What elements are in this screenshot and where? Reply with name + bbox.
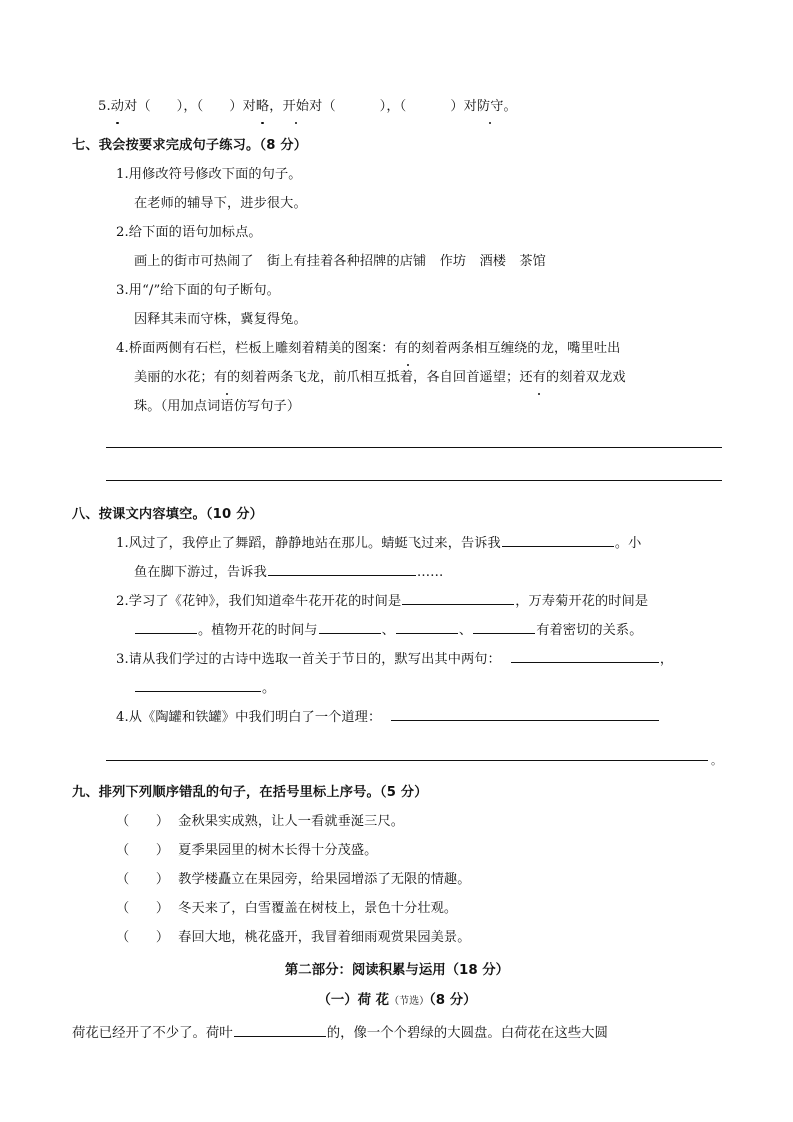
- passage-title: [72, 986, 722, 1017]
- item-number: 3.: [116, 283, 129, 298]
- fill-blank[interactable]: [402, 589, 514, 605]
- section8-item3-line1: [72, 645, 722, 674]
- section7-item4-answer-line-2[interactable]: [72, 455, 722, 488]
- fill-blank[interactable]: [473, 618, 535, 634]
- emphasis-char: 防守: [477, 92, 504, 121]
- section9-list-item: [72, 894, 722, 923]
- section7-item4-line1: [72, 334, 722, 363]
- prompt-text: 用修改符号修改下面的句子。: [128, 167, 302, 182]
- fill-blank[interactable]: [319, 618, 381, 634]
- text-seg: 刻着两条飞龙，前爪相互抵着，各自回首遥望；: [240, 370, 520, 385]
- text-seg: ……: [416, 565, 444, 580]
- sentence-text: 教学楼矗立在果园旁，给果园增添了无限的情趣。: [178, 872, 471, 887]
- item-number: 5.: [98, 99, 111, 114]
- item-number: 1.: [116, 167, 129, 182]
- order-number-parenthesis[interactable]: （ ）: [116, 814, 170, 829]
- prompt-text: 给下面的语句加标点。: [128, 225, 262, 240]
- text-seg: ），（: [176, 99, 204, 114]
- order-number-parenthesis[interactable]: （ ）: [116, 872, 170, 887]
- fill-blank[interactable]: [391, 705, 659, 721]
- item-number: 2.: [116, 225, 129, 240]
- section8-item4-line1: [72, 703, 722, 732]
- page-content: [72, 92, 722, 1049]
- section7-item2-prompt: [72, 218, 722, 247]
- emphasis-char: 开始: [283, 92, 310, 121]
- order-number-parenthesis[interactable]: （ ）: [116, 901, 170, 916]
- text-seg: 的，像一个个碧绿的大圆盘。白荷花在这些大圆: [326, 1026, 608, 1041]
- order-number-parenthesis[interactable]: （ ）: [116, 930, 170, 945]
- text-seg: ，: [659, 652, 674, 667]
- fill-blank[interactable]: [135, 676, 261, 692]
- passage-title-score: （8 分）: [429, 993, 477, 1008]
- passage-title-main: （一）荷 花: [317, 993, 390, 1008]
- text-seg: ，万寿菊开花的时间是: [515, 594, 649, 609]
- text-seg: ）对: [229, 99, 256, 114]
- passage-title-note: （节选）: [389, 996, 430, 1007]
- item-number: 4.: [116, 341, 129, 356]
- section7-item1-prompt: [72, 160, 722, 189]
- emphasis-phrase: 有的: [395, 334, 422, 363]
- emphasis-char: 略: [256, 92, 269, 121]
- text-seg: 、: [458, 623, 473, 638]
- answer-rule[interactable]: [106, 760, 708, 761]
- text-seg: 、: [381, 623, 395, 638]
- section7-item3-prompt: [72, 276, 722, 305]
- text-seg: 风过了，我停止了舞蹈，静静地站在那儿。蜻蜓飞过来，告诉我: [128, 536, 501, 551]
- section9-list-item: [72, 865, 722, 894]
- answer-rule[interactable]: [106, 447, 722, 448]
- section9-list-item: [72, 923, 722, 952]
- text-seg: ，: [269, 99, 283, 114]
- section8-item3-line2: [72, 674, 722, 703]
- section-heading-8: 八、按课文内容填空。（10 分）: [72, 507, 263, 522]
- item-number: 1.: [116, 536, 129, 551]
- emphasis-phrase: 有的: [214, 363, 241, 392]
- text-seg: 刻着双龙戏: [559, 370, 626, 385]
- sentence-text: 冬天来了，白雪覆盖在树枝上，景色十分壮观。: [178, 901, 458, 916]
- section8-item2-line1: [72, 587, 722, 616]
- text-seg: 。: [262, 681, 276, 696]
- emphasis-char: 动: [111, 92, 124, 121]
- text-seg: 对（: [124, 99, 151, 114]
- section7-item4-line3: 珠。（用加点词语仿写句子）: [134, 399, 301, 414]
- section8-item2-line2: [72, 616, 722, 645]
- fill-blank[interactable]: [511, 647, 659, 663]
- fill-blank[interactable]: [502, 531, 614, 547]
- item-number: 2.: [116, 594, 129, 609]
- section7-item4-line2: [72, 363, 722, 392]
- text-seg: 有着密切的关系。: [536, 623, 643, 638]
- part2-heading: 第二部分：阅读积累与运用（18 分）: [284, 963, 510, 978]
- text-seg: ）对: [450, 99, 477, 114]
- sentence-text: 春回大地，桃花盛开，我冒着细雨观赏果园美景。: [178, 930, 471, 945]
- section8-item1-line2: [72, 558, 722, 587]
- fill-blank[interactable]: [135, 618, 197, 634]
- text-seg: ），（: [379, 99, 407, 114]
- prompt-text: 用“/”给下面的句子断句。: [128, 283, 280, 298]
- section7-item2-sentence: 画上的街市可热闹了 街上有挂着各种招牌的店铺 作坊 酒楼 茶馆: [134, 254, 546, 269]
- section7-item4-answer-line-1[interactable]: [72, 421, 722, 455]
- answer-rule[interactable]: [106, 480, 722, 481]
- section-heading-7: 七、我会按要求完成句子练习。（8 分）: [72, 138, 308, 153]
- text-seg: 美丽的水花；: [134, 370, 214, 385]
- item-number: 4.: [116, 710, 129, 725]
- sentence-text: 夏季果园里的树木长得十分茂盛。: [178, 843, 378, 858]
- text-seg: 。小: [614, 536, 642, 551]
- item-number: 3.: [116, 652, 129, 667]
- text-seg: 。植物开花的时间与: [198, 623, 318, 638]
- fill-blank[interactable]: [268, 560, 416, 576]
- previous-section-item-5: [72, 92, 722, 121]
- section9-list-item: [72, 836, 722, 865]
- text-seg: 鱼在脚下游过，告诉我: [134, 565, 267, 580]
- section7-item3-sentence: 因释其耒而守株，冀复得兔。: [134, 312, 307, 327]
- section8-item4-answer-line[interactable]: [72, 732, 722, 768]
- text-seg: 请从我们学过的古诗中选取一首关于节日的，默写出其中两句：: [128, 652, 501, 667]
- text-seg: 从《陶罐和铁罐》中我们明白了一个道理：: [128, 710, 382, 725]
- section-heading-9: 九、排列下列顺序错乱的句子，在括号里标上序号。（5 分）: [72, 785, 428, 800]
- text-seg: 学习了《花钟》，我们知道牵牛花开花的时间是: [128, 594, 402, 609]
- text-seg: 刻着两条相互缠绕的龙，嘴里吐出: [421, 341, 621, 356]
- section7-item1-sentence: 在老师的辅导下，进步很大。: [134, 196, 307, 211]
- text-seg: 对（: [309, 99, 336, 114]
- section9-list-item: [72, 807, 722, 836]
- text-seg: 荷花已经开了不少了。荷叶: [72, 1026, 233, 1041]
- emphasis-phrase: 还有的: [519, 363, 559, 392]
- fill-blank[interactable]: [396, 618, 458, 634]
- trailing-period: 。: [711, 754, 722, 767]
- text-seg: 桥面两侧有石栏，栏板上雕刻着精美的图案：: [128, 341, 395, 356]
- order-number-parenthesis[interactable]: （ ）: [116, 843, 170, 858]
- sentence-text: 金秋果实成熟，让人一看就垂涎三尺。: [178, 814, 405, 829]
- fill-blank[interactable]: [234, 1021, 326, 1037]
- text-seg: 。: [503, 99, 517, 114]
- passage-body-line-1: [72, 1019, 722, 1049]
- section8-item1-line1: [72, 529, 722, 558]
